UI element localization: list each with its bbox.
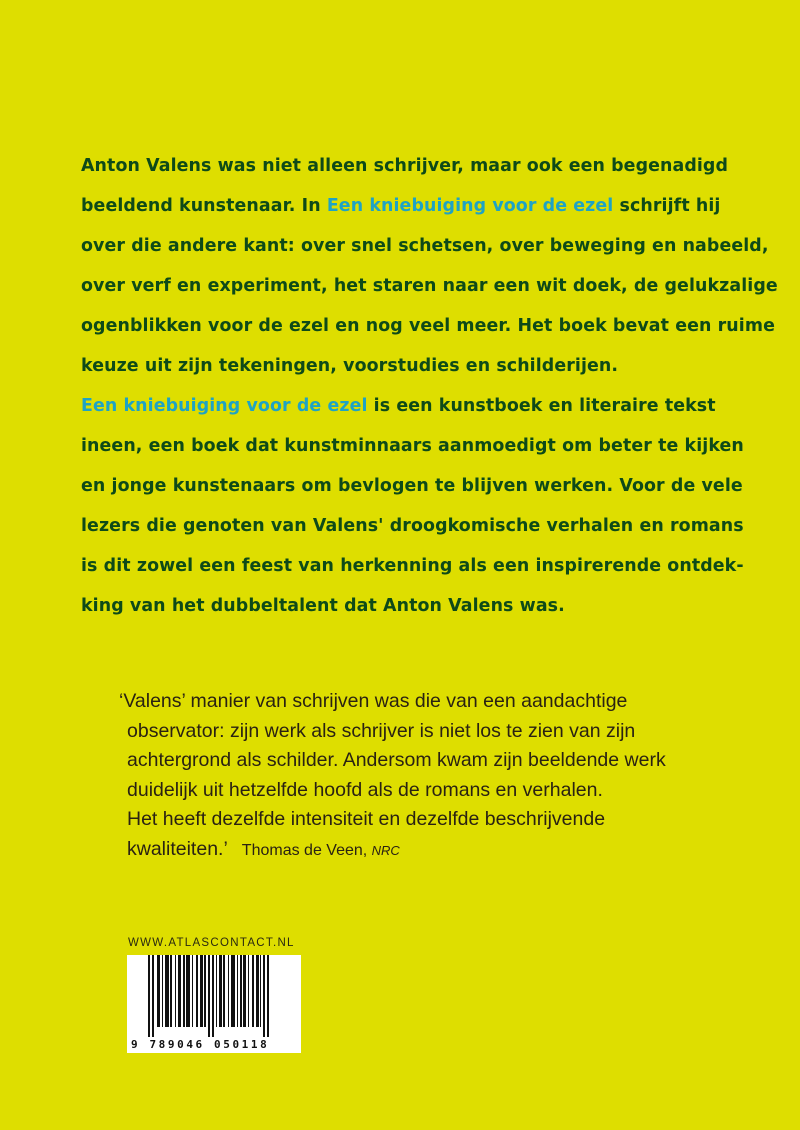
barcode-bars bbox=[148, 955, 288, 1037]
isbn-digits: 9 789046 050118 bbox=[131, 1038, 270, 1051]
quote-attribution bbox=[242, 842, 400, 859]
quote-line: duidelijk uit hetzelfde hoofd als de romans en verhalen. bbox=[127, 778, 603, 801]
blurb-line: ogenblikken voor de ezel en nog veel meer. Het boek bevat een ruime bbox=[81, 316, 775, 336]
blurb-line: keuze uit zijn tekeningen, voorstudies en schilderijen. bbox=[81, 356, 619, 376]
quote-line: ‘Valens’ manier van schrijven was die van een aandachtige bbox=[119, 690, 628, 712]
blurb-line: beeldend kunstenaar. In Een kniebuiging voor de ezel schrijft hij bbox=[81, 196, 721, 216]
book-title-highlight: Een kniebuiging voor de ezel bbox=[326, 196, 614, 216]
quote-author: Thomas de Veen, bbox=[241, 841, 372, 859]
quote-source: NRC bbox=[371, 842, 400, 858]
book-title-highlight: Een kniebuiging voor de ezel bbox=[81, 396, 368, 416]
blurb-line: en jonge kunstenaars om bevlogen te blijven werken. Voor de vele bbox=[81, 476, 743, 496]
blurb-line: ineen, een boek dat kunstminnaars aanmoedigt om beter te kijken bbox=[81, 436, 744, 456]
back-cover-blurb bbox=[81, 146, 778, 626]
blurb-line: lezers die genoten van Valens' droogkomische verhalen en romans bbox=[81, 516, 744, 536]
quote-line: achtergrond als schilder. Andersom kwam zijn beeldende werk bbox=[127, 749, 666, 772]
blurb-line: over die andere kant: over snel schetsen, over beweging en nabeeld, bbox=[81, 236, 769, 256]
quote-line: Het heeft dezelfde intensiteit en dezelfde beschrijvende bbox=[127, 808, 606, 831]
blurb-line: king van het dubbeltalent dat Anton Valens was. bbox=[81, 596, 565, 616]
blurb-line: Een kniebuiging voor de ezel is een kunstboek en literaire tekst bbox=[81, 396, 716, 416]
blurb-line: Anton Valens was niet alleen schrijver, maar ook een begenadigd bbox=[81, 156, 729, 176]
quote-line: observator: zijn werk als schrijver is niet los te zien van zijn bbox=[127, 719, 636, 742]
quote-line: kwaliteiten.’ Thomas de Veen, NRC bbox=[127, 837, 400, 860]
review-quote bbox=[119, 687, 739, 866]
blurb-line: over verf en experiment, het staren naar een wit doek, de gelukzalige bbox=[81, 276, 778, 296]
isbn-barcode bbox=[127, 955, 301, 1053]
blurb-line: is dit zowel een feest van herkenning als een inspirerende ontdek- bbox=[81, 556, 744, 576]
publisher-website: WWW.ATLASCONTACT.NL bbox=[128, 937, 295, 949]
